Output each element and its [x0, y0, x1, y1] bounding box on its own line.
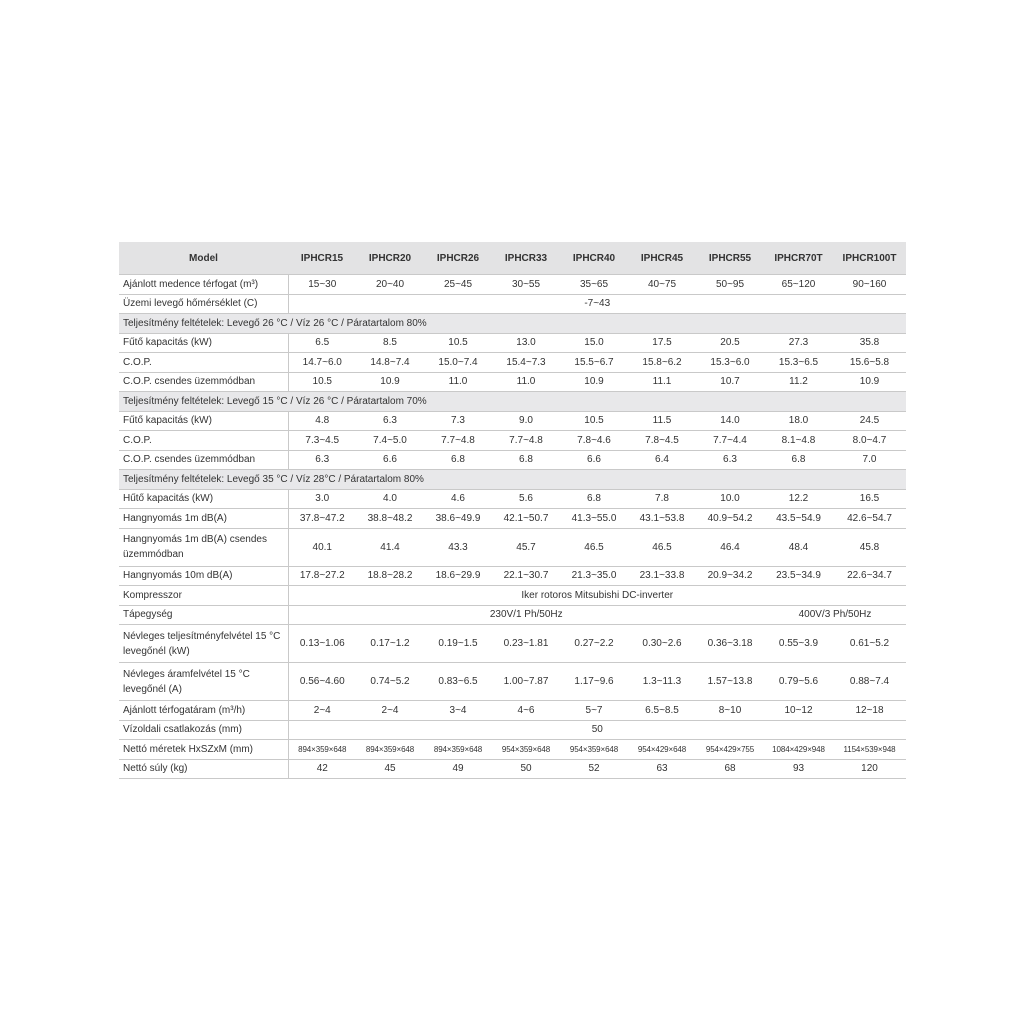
section-label: Teljesítmény feltételek: Levegő 15 °C / Víz 26 °C / Páratartalom 70% [119, 392, 906, 412]
cell-value: 11.1 [628, 372, 696, 392]
cell-value: 4.0 [356, 489, 424, 509]
row-label: Fűtő kapacitás (kW) [119, 333, 288, 353]
cell-value: 7.0 [833, 450, 906, 470]
cell-value: 15.0~7.4 [424, 353, 492, 373]
cell-value: 27.3 [764, 333, 833, 353]
cell-value: 46.4 [696, 528, 764, 566]
row-label: Névleges teljesítményfelvétel 15 °C levegőnél (kW) [119, 625, 288, 663]
cell-value: 17.5 [628, 333, 696, 353]
cell-value: 0.61~5.2 [833, 625, 906, 663]
row-label: Nettó súly (kg) [119, 759, 288, 779]
cell-value: 45.8 [833, 528, 906, 566]
row-label: Hűtő kapacitás (kW) [119, 489, 288, 509]
cell-value: 52 [560, 759, 628, 779]
row-power-supply [119, 605, 906, 625]
header-model: Model [119, 242, 288, 275]
cell-value: 11.2 [764, 372, 833, 392]
cell-value: 50 [492, 759, 560, 779]
cell-value: 0.83~6.5 [424, 663, 492, 701]
cell-value: 3.0 [288, 489, 356, 509]
cell-value: 7.8~4.5 [628, 431, 696, 451]
cell-value: 6.6 [560, 450, 628, 470]
cell-value: 41.3~55.0 [560, 509, 628, 529]
cell-value: 38.8~48.2 [356, 509, 424, 529]
cell-value: 6.8 [424, 450, 492, 470]
cell-value: 22.6~34.7 [833, 566, 906, 586]
row-rated-current [119, 663, 906, 701]
row-label: Vízoldali csatlakozás (mm) [119, 720, 288, 740]
cell-value: 0.30~2.6 [628, 625, 696, 663]
header-model-iphcr70t: IPHCR70T [764, 242, 833, 275]
cell-value: 10.5 [288, 372, 356, 392]
cell-value: 4~6 [492, 701, 560, 721]
row-cop-1 [119, 353, 906, 373]
cell-value: 8.1~4.8 [764, 431, 833, 451]
row-label: C.O.P. [119, 431, 288, 451]
header-model-iphcr26: IPHCR26 [424, 242, 492, 275]
cell-value: 18.6~29.9 [424, 566, 492, 586]
cell-value: 46.5 [560, 528, 628, 566]
cell-value: 120 [833, 759, 906, 779]
row-label: Fűtő kapacitás (kW) [119, 411, 288, 431]
cell-value: 93 [764, 759, 833, 779]
row-water-connection [119, 720, 906, 740]
cell-value: 6.3 [356, 411, 424, 431]
cell-value: 35.8 [833, 333, 906, 353]
header-model-iphcr40: IPHCR40 [560, 242, 628, 275]
row-label: Tápegység [119, 605, 288, 625]
section-conditions-2 [119, 392, 906, 412]
row-label: Névleges áramfelvétel 15 °C levegőnél (A) [119, 663, 288, 701]
cell-value: 15.6~5.8 [833, 353, 906, 373]
cell-value: 9.0 [492, 411, 560, 431]
cell-value: 954×429×755 [696, 740, 764, 760]
cell-value: 11.5 [628, 411, 696, 431]
cell-value: 7.4~5.0 [356, 431, 424, 451]
cell-value: 15.3~6.5 [764, 353, 833, 373]
section-conditions-1 [119, 314, 906, 334]
cell-value: 8.5 [356, 333, 424, 353]
row-label: Hangnyomás 10m dB(A) [119, 566, 288, 586]
cell-value: 0.19~1.5 [424, 625, 492, 663]
spanning-value: -7~43 [288, 294, 906, 314]
header-model-iphcr20: IPHCR20 [356, 242, 424, 275]
row-label: C.O.P. [119, 353, 288, 373]
cell-value: 6.3 [288, 450, 356, 470]
cell-value: 0.88~7.4 [833, 663, 906, 701]
cell-value: 1.57~13.8 [696, 663, 764, 701]
cell-value: 10.9 [833, 372, 906, 392]
cell-value: 7.7~4.8 [424, 431, 492, 451]
row-noise-10m [119, 566, 906, 586]
cell-value: 10.0 [696, 489, 764, 509]
cell-value: 43.3 [424, 528, 492, 566]
cell-value: 18.0 [764, 411, 833, 431]
row-cop-quiet-1 [119, 372, 906, 392]
cell-value: 2~4 [288, 701, 356, 721]
cell-value: 10~12 [764, 701, 833, 721]
cell-value: 43.1~53.8 [628, 509, 696, 529]
cell-value: 7.3~4.5 [288, 431, 356, 451]
row-cop-quiet-2 [119, 450, 906, 470]
cell-value: 25~45 [424, 275, 492, 295]
cell-value: 6.4 [628, 450, 696, 470]
row-noise-1m-quiet [119, 528, 906, 566]
cell-value: 20.9~34.2 [696, 566, 764, 586]
cell-value: 1.00~7.87 [492, 663, 560, 701]
cell-value: 894×359×648 [356, 740, 424, 760]
cell-value: 4.8 [288, 411, 356, 431]
cell-value: 42.1~50.7 [492, 509, 560, 529]
row-weight [119, 759, 906, 779]
cell-value: 6.5 [288, 333, 356, 353]
cell-value: 18.8~28.2 [356, 566, 424, 586]
section-label: Teljesítmény feltételek: Levegő 35 °C / Víz 28°C / Páratartalom 80% [119, 470, 906, 490]
header-model-iphcr15: IPHCR15 [288, 242, 356, 275]
cell-value: 65~120 [764, 275, 833, 295]
row-operating-temp [119, 294, 906, 314]
row-noise-1m [119, 509, 906, 529]
cell-value: 15.3~6.0 [696, 353, 764, 373]
cell-value: 40.9~54.2 [696, 509, 764, 529]
cell-value: 2~4 [356, 701, 424, 721]
cell-value: 45.7 [492, 528, 560, 566]
cell-value: 6.8 [764, 450, 833, 470]
cell-value: 23.1~33.8 [628, 566, 696, 586]
cell-value: 7.7~4.8 [492, 431, 560, 451]
cell-value: 14.0 [696, 411, 764, 431]
cell-value: 23.5~34.9 [764, 566, 833, 586]
cell-value: 894×359×648 [424, 740, 492, 760]
cell-value: 20~40 [356, 275, 424, 295]
spec-table [119, 242, 906, 779]
cell-value: 15~30 [288, 275, 356, 295]
cell-value: 7.8~4.6 [560, 431, 628, 451]
row-dimensions [119, 740, 906, 760]
cell-value: 0.74~5.2 [356, 663, 424, 701]
cell-value: 6.3 [696, 450, 764, 470]
cell-value: 0.56~4.60 [288, 663, 356, 701]
header-model-iphcr100t: IPHCR100T [833, 242, 906, 275]
cell-value: 40~75 [628, 275, 696, 295]
row-water-flow [119, 701, 906, 721]
cell-value: 11.0 [424, 372, 492, 392]
cell-value: 10.5 [424, 333, 492, 353]
header-model-iphcr45: IPHCR45 [628, 242, 696, 275]
cell-value: 12~18 [833, 701, 906, 721]
cell-value: 68 [696, 759, 764, 779]
cell-value: 1084×429×948 [764, 740, 833, 760]
cell-value: 0.55~3.9 [764, 625, 833, 663]
cell-value: 42 [288, 759, 356, 779]
cell-value: 42.6~54.7 [833, 509, 906, 529]
cell-value: 15.0 [560, 333, 628, 353]
section-conditions-3 [119, 470, 906, 490]
cell-value: 48.4 [764, 528, 833, 566]
spanning-value: Iker rotoros Mitsubishi DC-inverter [288, 586, 906, 606]
cell-value: 6.8 [560, 489, 628, 509]
header-model-iphcr55: IPHCR55 [696, 242, 764, 275]
cell-value: 8.0~4.7 [833, 431, 906, 451]
cell-value: 10.7 [696, 372, 764, 392]
cell-value: 37.8~47.2 [288, 509, 356, 529]
cell-value: 5~7 [560, 701, 628, 721]
cell-value: 21.3~35.0 [560, 566, 628, 586]
cell-value: 38.6~49.9 [424, 509, 492, 529]
row-rated-power [119, 625, 906, 663]
cell-value: 43.5~54.9 [764, 509, 833, 529]
cell-value: 13.0 [492, 333, 560, 353]
cell-value: 954×359×648 [560, 740, 628, 760]
cell-value: 22.1~30.7 [492, 566, 560, 586]
row-heating-capacity-2 [119, 411, 906, 431]
cell-value: 41.4 [356, 528, 424, 566]
row-label: Ajánlott medence térfogat (m³) [119, 275, 288, 295]
cell-value: 10.5 [560, 411, 628, 431]
cell-value: 20.5 [696, 333, 764, 353]
cell-value: 63 [628, 759, 696, 779]
cell-value: 15.5~6.7 [560, 353, 628, 373]
cell-value: 24.5 [833, 411, 906, 431]
cell-value: 46.5 [628, 528, 696, 566]
cell-value: 49 [424, 759, 492, 779]
cell-value: 7.3 [424, 411, 492, 431]
cell-value: 0.17~1.2 [356, 625, 424, 663]
cell-value: 954×359×648 [492, 740, 560, 760]
cell-value: 1154×539×948 [833, 740, 906, 760]
spanning-value: 50 [288, 720, 906, 740]
cell-value: 11.0 [492, 372, 560, 392]
row-label: C.O.P. csendes üzemmódban [119, 372, 288, 392]
spanning-value: 400V/3 Ph/50Hz [764, 605, 906, 625]
cell-value: 17.8~27.2 [288, 566, 356, 586]
cell-value: 1.3~11.3 [628, 663, 696, 701]
cell-value: 40.1 [288, 528, 356, 566]
cell-value: 35~65 [560, 275, 628, 295]
cell-value: 10.9 [356, 372, 424, 392]
cell-value: 1.17~9.6 [560, 663, 628, 701]
cell-value: 894×359×648 [288, 740, 356, 760]
cell-value: 0.79~5.6 [764, 663, 833, 701]
row-label: Kompresszor [119, 586, 288, 606]
cell-value: 6.5~8.5 [628, 701, 696, 721]
cell-value: 15.8~6.2 [628, 353, 696, 373]
cell-value: 14.8~7.4 [356, 353, 424, 373]
cell-value: 0.23~1.81 [492, 625, 560, 663]
row-label: Ajánlott térfogatáram (m³/h) [119, 701, 288, 721]
row-label: Hangnyomás 1m dB(A) csendes üzemmódban [119, 528, 288, 566]
cell-value: 4.6 [424, 489, 492, 509]
cell-value: 7.7~4.4 [696, 431, 764, 451]
cell-value: 5.6 [492, 489, 560, 509]
row-label: Hangnyomás 1m dB(A) [119, 509, 288, 529]
row-pool-volume [119, 275, 906, 295]
row-compressor [119, 586, 906, 606]
cell-value: 8~10 [696, 701, 764, 721]
cell-value: 15.4~7.3 [492, 353, 560, 373]
row-label: C.O.P. csendes üzemmódban [119, 450, 288, 470]
header-row [119, 242, 906, 275]
row-cop-2 [119, 431, 906, 451]
cell-value: 12.2 [764, 489, 833, 509]
section-label: Teljesítmény feltételek: Levegő 26 °C / Víz 26 °C / Páratartalom 80% [119, 314, 906, 334]
cell-value: 90~160 [833, 275, 906, 295]
row-heating-capacity-1 [119, 333, 906, 353]
cell-value: 6.6 [356, 450, 424, 470]
cell-value: 0.36~3.18 [696, 625, 764, 663]
cell-value: 14.7~6.0 [288, 353, 356, 373]
cell-value: 16.5 [833, 489, 906, 509]
cell-value: 45 [356, 759, 424, 779]
row-label: Üzemi levegő hőmérséklet (C) [119, 294, 288, 314]
cell-value: 30~55 [492, 275, 560, 295]
header-model-iphcr33: IPHCR33 [492, 242, 560, 275]
cell-value: 0.27~2.2 [560, 625, 628, 663]
cell-value: 7.8 [628, 489, 696, 509]
spanning-value: 230V/1 Ph/50Hz [288, 605, 764, 625]
cell-value: 0.13~1.06 [288, 625, 356, 663]
cell-value: 954×429×648 [628, 740, 696, 760]
cell-value: 3~4 [424, 701, 492, 721]
cell-value: 50~95 [696, 275, 764, 295]
cell-value: 6.8 [492, 450, 560, 470]
row-cooling-capacity [119, 489, 906, 509]
cell-value: 10.9 [560, 372, 628, 392]
row-label: Nettó méretek HxSZxM (mm) [119, 740, 288, 760]
